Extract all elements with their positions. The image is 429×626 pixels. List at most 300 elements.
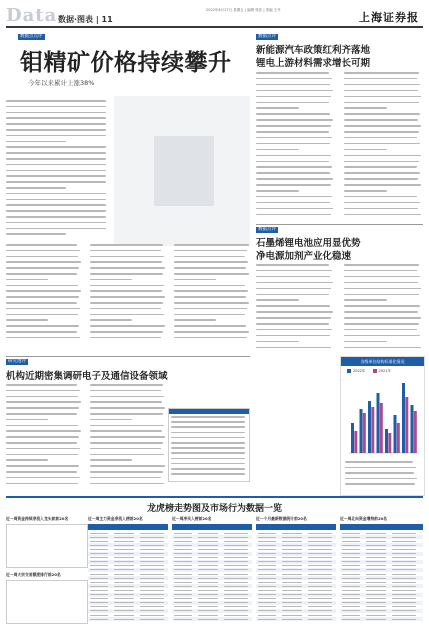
text-line xyxy=(344,347,421,349)
text-line xyxy=(90,448,161,450)
data-table-1 xyxy=(88,524,168,624)
table-cell-line xyxy=(114,602,134,603)
table-cell-line xyxy=(258,537,276,538)
table-cell-line xyxy=(258,602,276,603)
table-cell-line xyxy=(392,582,416,583)
table-cell-line xyxy=(198,574,218,575)
table-cell-line xyxy=(342,565,360,566)
text-line xyxy=(344,264,419,266)
table-cell-line xyxy=(392,619,416,620)
table-row xyxy=(88,617,168,621)
table-row xyxy=(340,617,423,621)
table-cell-line xyxy=(308,569,332,570)
text-line xyxy=(90,442,163,444)
table-cell-line xyxy=(90,602,108,603)
table-cell-line xyxy=(171,452,245,454)
text-line xyxy=(344,149,387,151)
text-line xyxy=(6,267,79,269)
text-line xyxy=(344,161,419,163)
table-cell-line xyxy=(342,569,360,570)
table-header xyxy=(340,524,423,530)
text-line xyxy=(6,244,77,246)
table-cell-line xyxy=(171,416,245,418)
table-cell-line xyxy=(308,594,332,595)
text-line xyxy=(6,100,106,102)
table-cell-line xyxy=(114,557,134,558)
text-line xyxy=(6,193,106,195)
text-line xyxy=(90,390,161,392)
text-line xyxy=(344,288,421,290)
table-cell-line xyxy=(174,582,192,583)
text-line xyxy=(345,467,416,469)
story-2-title-2: 锂电上游材料需求增长可期 xyxy=(256,58,371,69)
text-line xyxy=(90,483,164,485)
table-cell-line xyxy=(224,610,248,611)
text-line xyxy=(256,294,329,296)
bottom-rule xyxy=(6,496,423,498)
table-cell-line xyxy=(308,606,332,607)
text-line xyxy=(174,244,249,246)
table-cell-line xyxy=(171,432,245,434)
table-cell-line xyxy=(90,549,108,550)
table-cell-line xyxy=(171,442,245,444)
table-cell-line xyxy=(342,561,360,562)
text-line xyxy=(90,244,163,246)
text-line xyxy=(256,84,330,86)
table-cell-line xyxy=(342,594,360,595)
table-cell-line xyxy=(366,578,386,579)
text-line xyxy=(6,273,77,275)
table-cell-line xyxy=(140,541,164,542)
table-2-title: 近一周净买入榜前20名 xyxy=(172,516,212,521)
text-line xyxy=(256,214,331,216)
table-cell-line xyxy=(282,594,302,595)
table-cell-line xyxy=(392,561,416,562)
table-cell-line xyxy=(308,602,332,603)
table-cell-line xyxy=(392,594,416,595)
table-cell-line xyxy=(114,598,134,599)
text-line xyxy=(344,196,417,198)
text-line xyxy=(6,256,78,258)
text-line xyxy=(256,96,331,98)
table-cell-line xyxy=(392,553,416,554)
table-cell-line xyxy=(171,468,245,470)
table-cell-line xyxy=(308,557,332,558)
table-cell-line xyxy=(114,553,134,554)
text-line xyxy=(256,143,330,145)
text-line xyxy=(256,102,329,104)
text-line xyxy=(6,477,80,479)
legend-item-1: 2022年 xyxy=(353,369,366,373)
text-line xyxy=(256,72,329,74)
table-cell-line xyxy=(140,533,164,534)
bar-series-1 xyxy=(377,393,380,453)
text-line xyxy=(6,261,81,263)
text-line xyxy=(344,190,387,192)
story-1-badge: 研究透评 xyxy=(8,359,26,364)
table-cell-line xyxy=(282,598,302,599)
table-cell-line xyxy=(90,533,108,534)
table-cell-line xyxy=(114,541,134,542)
text-line xyxy=(256,172,330,174)
text-line xyxy=(6,319,48,321)
table-cell-line xyxy=(114,569,134,570)
text-line xyxy=(6,106,106,108)
table-cell-line xyxy=(174,569,192,570)
table-cell-line xyxy=(90,565,108,566)
bar-series-1 xyxy=(411,405,414,453)
text-line xyxy=(344,178,418,180)
table-cell-line xyxy=(224,533,248,534)
text-line xyxy=(174,296,246,298)
table-cell-line xyxy=(224,619,248,620)
table-cell-line xyxy=(198,561,218,562)
text-line xyxy=(174,273,249,275)
table-cell-line xyxy=(366,586,386,587)
table-cell-line xyxy=(140,602,164,603)
table-cell-line xyxy=(90,598,108,599)
table-cell-line xyxy=(282,578,302,579)
text-line xyxy=(90,396,164,398)
table-cell-line xyxy=(90,541,108,542)
table-cell-line xyxy=(224,545,248,546)
text-line xyxy=(256,137,332,139)
text-line xyxy=(6,290,81,292)
table-cell-line xyxy=(140,565,164,566)
table-cell-line xyxy=(224,561,248,562)
chart-caption xyxy=(345,461,420,491)
table-4-title: 近一周北向资金增持前20名 xyxy=(340,516,388,521)
text-line xyxy=(174,250,247,252)
table-cell-line xyxy=(342,598,360,599)
table-cell-line xyxy=(342,533,360,534)
table-cell-line xyxy=(282,561,302,562)
text-line xyxy=(90,477,161,479)
text-line xyxy=(256,323,329,325)
table-cell-line xyxy=(198,557,218,558)
table-cell-line xyxy=(366,553,386,554)
table-cell-line xyxy=(258,610,276,611)
table-cell-line xyxy=(114,561,134,562)
story-2-title-1: 新能源汽车政策红利齐落地 xyxy=(256,45,371,56)
table-cell-line xyxy=(392,610,416,611)
text-line xyxy=(90,454,164,456)
table-cell-line xyxy=(224,606,248,607)
text-line xyxy=(256,311,333,313)
lead-title: 钼精矿价格持续攀升 xyxy=(20,50,232,76)
table-cell-line xyxy=(342,586,360,587)
text-line xyxy=(256,149,299,151)
table-cell-line xyxy=(174,615,192,616)
table-cell-line xyxy=(342,619,360,620)
text-line xyxy=(90,413,163,415)
table-cell-line xyxy=(171,421,245,423)
table-cell-line xyxy=(198,578,218,579)
table-cell-line xyxy=(258,594,276,595)
text-line xyxy=(344,107,387,109)
table-cell-line xyxy=(174,590,192,591)
table-cell-line xyxy=(174,549,192,550)
text-line xyxy=(174,308,247,310)
table-cell-line xyxy=(198,590,218,591)
text-line xyxy=(90,325,165,327)
text-line xyxy=(256,161,329,163)
text-line xyxy=(174,314,245,316)
text-line xyxy=(256,288,331,290)
table-cell-line xyxy=(342,610,360,611)
table-cell-line xyxy=(308,586,332,587)
table-cell-line xyxy=(90,553,108,554)
text-line xyxy=(90,459,132,461)
table-cell-line xyxy=(258,553,276,554)
bar-series-1 xyxy=(402,383,405,453)
text-line xyxy=(6,170,106,172)
table-1-title: 近一周主力资金净流入榜前20名 xyxy=(88,516,143,521)
table-cell-line xyxy=(90,557,108,558)
table-cell-line xyxy=(174,578,192,579)
table-cell-line xyxy=(392,557,416,558)
bar-series-2 xyxy=(371,407,374,453)
text-line xyxy=(256,282,333,284)
table-cell-line xyxy=(90,590,108,591)
bar-series-2 xyxy=(363,413,366,453)
table-cell-line xyxy=(90,610,108,611)
table-cell-line xyxy=(224,598,248,599)
table-cell-line xyxy=(174,586,192,587)
text-line xyxy=(6,325,79,327)
text-line xyxy=(345,483,415,485)
table-cell-line xyxy=(140,537,164,538)
table-cell-line xyxy=(308,610,332,611)
table-cell-line xyxy=(224,586,248,587)
text-line xyxy=(90,436,165,438)
table-row xyxy=(172,617,252,621)
table-cell-line xyxy=(308,574,332,575)
bar-chart xyxy=(345,377,420,457)
text-line xyxy=(174,337,247,339)
text-line xyxy=(6,483,78,485)
text-line xyxy=(90,250,161,252)
text-line xyxy=(90,314,164,316)
text-line xyxy=(174,319,216,321)
table-cell-line xyxy=(198,565,218,566)
text-line xyxy=(344,72,419,74)
table-cell-line xyxy=(282,549,302,550)
table-cell-line xyxy=(174,574,192,575)
table-cell-line xyxy=(90,561,108,562)
text-line xyxy=(6,419,48,421)
left-table-1 xyxy=(6,524,88,568)
bar-series-1 xyxy=(360,409,363,453)
newspaper-logo: 上海证券报 xyxy=(359,11,419,24)
table-cell-line xyxy=(114,578,134,579)
table-cell-line xyxy=(198,537,218,538)
table-cell-line xyxy=(308,619,332,620)
text-line xyxy=(90,308,161,310)
table-cell-line xyxy=(114,610,134,611)
table-cell-line xyxy=(198,586,218,587)
table-cell-line xyxy=(392,578,416,579)
table-cell-line xyxy=(258,578,276,579)
table-cell-line xyxy=(114,574,134,575)
text-line xyxy=(344,78,417,80)
table-cell-line xyxy=(282,541,302,542)
table-cell-line xyxy=(258,574,276,575)
table-cell-line xyxy=(342,582,360,583)
table-cell-line xyxy=(258,619,276,620)
table-cell-line xyxy=(258,615,276,616)
text-line xyxy=(344,335,420,337)
text-line xyxy=(6,123,106,125)
table-3-title: 近一个月最新数据统计前20名 xyxy=(256,516,307,521)
text-line xyxy=(90,267,165,269)
text-line xyxy=(6,187,66,189)
table-cell-line xyxy=(392,602,416,603)
table-cell-line xyxy=(114,537,134,538)
table-cell-line xyxy=(171,447,245,449)
text-line xyxy=(6,117,106,119)
bar-series-2 xyxy=(380,403,383,453)
text-line xyxy=(344,96,421,98)
table-cell-line xyxy=(282,565,302,566)
text-line xyxy=(256,125,331,127)
table-cell-line xyxy=(366,610,386,611)
table-cell-line xyxy=(224,549,248,550)
table-cell-line xyxy=(366,561,386,562)
table-cell-line xyxy=(342,590,360,591)
table-row xyxy=(256,617,336,621)
story-3-title-1: 石墨烯锂电池应用显优势 xyxy=(256,238,361,249)
table-cell-line xyxy=(174,557,192,558)
table-cell-line xyxy=(90,594,108,595)
bar-series-2 xyxy=(354,431,357,453)
text-line xyxy=(256,347,331,349)
text-line xyxy=(256,78,332,80)
table-cell-line xyxy=(140,590,164,591)
table-cell-line xyxy=(282,537,302,538)
table-cell-line xyxy=(258,545,276,546)
text-line xyxy=(6,448,80,450)
table-cell-line xyxy=(224,569,248,570)
text-line xyxy=(90,319,132,321)
table-cell-line xyxy=(342,553,360,554)
table-cell-line xyxy=(342,606,360,607)
table-cell-line xyxy=(258,598,276,599)
table-cell-line xyxy=(198,545,218,546)
table-cell-line xyxy=(282,586,302,587)
table-cell-line xyxy=(198,610,218,611)
table-cell-line xyxy=(392,586,416,587)
text-line xyxy=(256,190,299,192)
table-cell-line xyxy=(308,590,332,591)
text-line xyxy=(90,279,132,281)
text-line xyxy=(6,152,106,154)
table-cell-line xyxy=(198,553,218,554)
table-cell-line xyxy=(342,557,360,558)
text-line xyxy=(344,90,418,92)
text-line xyxy=(344,282,418,284)
text-line xyxy=(344,305,420,307)
table-cell-line xyxy=(174,541,192,542)
text-line xyxy=(6,199,106,201)
text-line xyxy=(90,425,164,427)
table-cell-line xyxy=(282,569,302,570)
text-line xyxy=(344,84,420,86)
table-cell-line xyxy=(258,569,276,570)
table-header xyxy=(256,524,336,530)
bar-series-1 xyxy=(368,401,371,453)
table-header xyxy=(172,524,252,530)
lead-badge: 数据点点评 xyxy=(20,34,43,39)
table-cell-line xyxy=(366,619,386,620)
left-table-2-title: 近一周大宗交易额度排行前20名 xyxy=(6,572,61,577)
table-cell-line xyxy=(198,533,218,534)
bottom-left-panel xyxy=(6,516,86,624)
text-line xyxy=(6,135,106,137)
table-cell-line xyxy=(258,590,276,591)
table-cell-line xyxy=(198,582,218,583)
table-cell-line xyxy=(342,545,360,546)
table-cell-line xyxy=(392,533,416,534)
table-cell-line xyxy=(366,594,386,595)
text-line xyxy=(90,261,162,263)
table-cell-line xyxy=(342,549,360,550)
table-cell-line xyxy=(140,598,164,599)
table-cell-line xyxy=(258,561,276,562)
table-cell-line xyxy=(308,549,332,550)
text-line xyxy=(344,323,419,325)
table-cell-line xyxy=(224,537,248,538)
data-table-4 xyxy=(340,524,423,624)
table-cell-line xyxy=(114,549,134,550)
table-cell-line xyxy=(140,561,164,562)
text-line xyxy=(6,204,106,206)
text-line xyxy=(174,279,216,281)
table-cell-line xyxy=(366,606,386,607)
table-cell-line xyxy=(392,574,416,575)
table-cell-line xyxy=(392,541,416,542)
table-cell-line xyxy=(308,537,332,538)
table-cell-line xyxy=(392,565,416,566)
table-cell-line xyxy=(224,574,248,575)
text-line xyxy=(256,329,332,331)
table-cell-line xyxy=(282,582,302,583)
text-line xyxy=(344,329,417,331)
text-line xyxy=(6,112,106,114)
table-cell-line xyxy=(308,541,332,542)
table-cell-line xyxy=(308,533,332,534)
table-cell-line xyxy=(342,537,360,538)
table-cell-line xyxy=(282,619,302,620)
table-cell-line xyxy=(282,602,302,603)
text-line xyxy=(174,256,245,258)
text-line xyxy=(6,465,79,467)
bottom-title: 龙虎榜走势图及市场行为数据一览 xyxy=(146,504,282,514)
text-line xyxy=(256,270,332,272)
table-cell-line xyxy=(224,557,248,558)
text-line xyxy=(174,290,248,292)
text-line xyxy=(6,222,106,224)
text-line xyxy=(174,331,249,333)
table-cell-line xyxy=(140,606,164,607)
table-cell-line xyxy=(224,541,248,542)
table-cell-line xyxy=(224,578,248,579)
text-line xyxy=(90,430,162,432)
table-cell-line xyxy=(171,458,245,460)
text-line xyxy=(256,317,331,319)
text-line xyxy=(6,337,80,339)
text-line xyxy=(256,208,333,210)
